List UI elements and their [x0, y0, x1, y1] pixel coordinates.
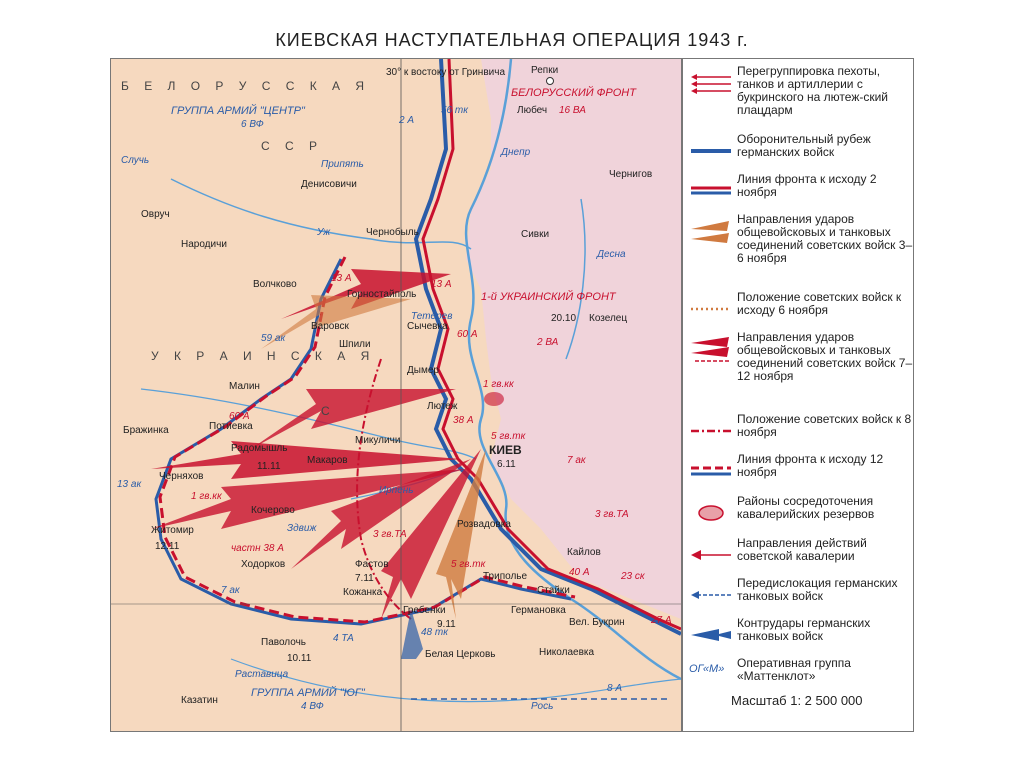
city-fastov: Фастов: [355, 559, 389, 570]
date-6-11: 6.11: [497, 459, 516, 470]
city-malin: Малин: [229, 381, 260, 392]
city-zhitomir: Житомир: [151, 525, 194, 536]
unit-4ta: 4 ТА: [333, 633, 354, 644]
city-tripolye: Триполье: [483, 571, 528, 582]
city-kocherovo: Кочерово: [251, 505, 295, 516]
map-title: КИЕВСКАЯ НАСТУПАТЕЛЬНАЯ ОПЕРАЦИЯ 1943 г.: [275, 30, 749, 50]
city-denisovichi: Денисовичи: [301, 179, 357, 190]
army-group-south: ГРУППА АРМИЙ "ЮГ": [251, 687, 365, 699]
legend-text-og-m: Оперативная группа «Маттенклот»: [737, 656, 851, 683]
river-label-sluch: Случь: [121, 155, 150, 166]
city-narodichi: Народичи: [181, 239, 227, 250]
unit-7ak-red: 7 ак: [567, 455, 586, 466]
meridian-label: 30° к востоку от Гринвича: [386, 67, 506, 78]
city-brazhinka: Бражинка: [123, 425, 169, 436]
front-1st-ukrainian: 1-й УКРАИНСКИЙ ФРОНТ: [481, 291, 616, 303]
city-dymer: Дымер: [407, 365, 439, 376]
map-scale: Масштаб 1: 2 500 000: [731, 693, 863, 708]
city-radomyshl: Радомышль: [231, 443, 288, 454]
river-label-uzh: Уж: [317, 227, 331, 238]
legend-text-cavalry-arrow: Направления действий советской кавалерии: [737, 536, 867, 563]
date-11-11: 11.11: [257, 461, 281, 472]
legend-text-front-nov12: Линия фронта к исходу 12 ноября: [737, 452, 884, 479]
unit-38a: 38 А: [453, 415, 474, 426]
unit-7ak-blue: 7 ак: [221, 585, 240, 596]
city-ovruch: Овруч: [141, 209, 170, 220]
legend-item-strike-7-12: [689, 330, 913, 391]
legend-item-pos-nov8: [689, 412, 912, 453]
region-belorussia: Б Е Л О Р У С С К А Я: [121, 79, 371, 93]
city-staiki: Стайки: [537, 585, 570, 596]
river-label-pripyat: Припять: [321, 159, 364, 170]
legend-item-german-counter: [689, 617, 909, 657]
city-kazatin: Казатин: [181, 695, 218, 706]
front-belorussian: БЕЛОРУССКИЙ ФРОНТ: [511, 87, 636, 99]
legend-text-pos-nov8: Положение советских войск к 8 ноября: [737, 412, 912, 439]
unit-56tk: 56 тк: [441, 105, 468, 116]
city-germanovka: Германовка: [511, 605, 566, 616]
city-repki-marker: [546, 77, 554, 85]
unit-48tk: 48 тк: [421, 627, 448, 638]
date-9-11: 9.11: [437, 619, 456, 630]
legend-panel: [682, 58, 914, 732]
city-belaya-tserkov: Белая Церковь: [425, 649, 496, 660]
date-10-11: 10.11: [287, 653, 312, 664]
unit-23sk: 23 ск: [621, 571, 645, 582]
legend-text-strike-7-12: Направления ударов общевойсковых и танковых соединений советских войск 7–12 ноября: [737, 330, 913, 383]
city-sychevka: Сычевка: [407, 321, 448, 332]
strike-arrows-3-6-icon: [689, 217, 733, 247]
unit-59ak: 59 ак: [261, 333, 286, 344]
city-grebenki: Гребенки: [403, 605, 446, 616]
legend-text-pos-nov6: Положение советских войск к исходу 6 ноября: [737, 290, 902, 317]
city-pavoloch: Паволочь: [261, 637, 306, 648]
city-chernyakhov: Черняхов: [159, 471, 204, 482]
city-gornostaipol: Горностайполь: [347, 289, 417, 300]
legend-item-pos-nov6: [689, 291, 909, 331]
river-label-zdvizh: Здвиж: [287, 523, 317, 534]
cavalry-arrow-icon: [689, 541, 733, 571]
legend-text-cavalry-area: Районы сосредоточения кавалерийских резервов: [737, 494, 875, 521]
city-varovsk: Варовск: [311, 321, 349, 332]
city-potievka: Потиевка: [209, 421, 253, 432]
unit-1gvkk: 1 гв.кк: [191, 491, 222, 502]
unit-2a: 2 А: [399, 115, 415, 126]
unit-16va: 16 ВА: [559, 105, 586, 116]
unit-13a: 13 А: [331, 273, 352, 284]
date-12-11: 12.11: [155, 541, 180, 552]
city-vel-bukrin: Вел. Букрин: [569, 617, 625, 628]
legend-item-front-nov2: [689, 173, 909, 213]
german-defense-line-icon: [689, 137, 733, 167]
unit-3gvta-west: 3 гв.ТА: [373, 529, 407, 540]
german-redeploy-icon: [689, 581, 733, 611]
river-label-ros: Рось: [531, 701, 554, 712]
og-m-icon: ОГ«М»: [689, 663, 725, 675]
date-7-11: 7.11: [355, 573, 374, 584]
unit-13ak: 13 ак: [117, 479, 142, 490]
legend-text-strike-3-6: Направления ударов общевойсковых и танковых соединений советских войск 3–6 ноября: [737, 212, 913, 265]
city-rozvadovka: Розвадовка: [457, 519, 511, 530]
city-nikolaevka: Николаевка: [539, 647, 595, 658]
river-label-rastavitsa: Раставица: [235, 669, 289, 680]
unit-13a-east: 13 А: [431, 279, 452, 290]
unit-40a: 40 А: [569, 567, 590, 578]
legend-item-defense: [689, 133, 909, 173]
city-chernigov: Чернигов: [609, 169, 653, 180]
regroup-arrows-icon: [689, 69, 733, 99]
position-nov6-icon: [689, 295, 733, 325]
legend-text-german-counter: Контрудары германских танковых войск: [737, 616, 871, 643]
region-ssr: С С Р: [261, 139, 324, 153]
legend-text-regroup: Перегруппировка пехоты, танков и артиллерии с букринского на лютеж-ский плацдарм: [737, 64, 888, 117]
front-line-nov2-icon: [689, 177, 733, 207]
legend-item-cavalry-area: [689, 495, 909, 535]
unit-5gvtk: 5 гв.тк: [491, 431, 526, 442]
city-lyubech: Любеч: [517, 105, 548, 116]
date-20-10: 20.10: [551, 313, 577, 324]
river-label-dnieper: Днепр: [501, 147, 531, 158]
unit-4vf: 4 ВФ: [301, 701, 324, 712]
cavalry-area-icon: [689, 499, 733, 529]
city-kozelets: Козелец: [589, 313, 628, 324]
legend-item-front-nov12: [689, 453, 909, 493]
german-counter-icon: [689, 621, 733, 651]
city-chernobyl: Чернобыль: [366, 227, 419, 238]
legend-item-cavalry-arrow: [689, 537, 909, 577]
army-group-center: ГРУППА АРМИЙ "ЦЕНТР": [171, 105, 305, 117]
cavalry-area: [484, 392, 504, 406]
strike-arrows-7-12-icon: [689, 335, 733, 365]
unit-8a: 8 А: [607, 683, 623, 694]
front-line-nov12-icon: [689, 457, 733, 487]
river-label-teterev: Тетерев: [411, 311, 453, 322]
map-canvas: [111, 59, 681, 731]
city-kailov: Кайлов: [567, 547, 601, 558]
legend-text-german-redeploy: Передислокация германских танковых войск: [737, 576, 898, 603]
city-sivki: Сивки: [521, 229, 550, 240]
city-khodorkov: Ходорков: [241, 559, 286, 570]
legend-item-strike-3-6: [689, 212, 913, 273]
unit-60a-west: 60 А: [229, 411, 250, 422]
unit-6vf: 6 ВФ: [241, 119, 264, 130]
unit-chasti-38a: частн 38 А: [231, 543, 284, 554]
unit-5gvtk-south: 5 гв.тк: [451, 559, 486, 570]
river-label-desna: Десна: [597, 249, 626, 260]
city-lyutezh: Лютеж: [427, 401, 458, 412]
legend-text-defense: Оборонительный рубеж германских войск: [737, 132, 871, 159]
river-label-irpen: Ирпень: [379, 485, 414, 496]
city-kozhanka: Кожанка: [343, 587, 383, 598]
region-ukraine: У К Р А И Н С К А Я: [151, 349, 376, 363]
city-volchkovo: Волчково: [253, 279, 297, 290]
unit-60a: 60 А: [457, 329, 478, 340]
position-nov8-icon: [689, 417, 733, 447]
legend-text-front-nov2: Линия фронта к исходу 2 ноября: [737, 172, 877, 199]
city-repki: Репки: [531, 65, 559, 76]
city-kiev: КИЕВ: [489, 443, 522, 457]
legend-item-og-m: [689, 657, 909, 697]
city-makarov: Макаров: [307, 455, 348, 466]
legend-item-regroup: [689, 64, 909, 117]
unit-27a: 27 А: [651, 615, 672, 626]
map-area: [110, 58, 682, 732]
unit-3gvta: 3 гв.ТА: [595, 509, 629, 520]
city-mikulichi: Микуличи: [355, 435, 401, 446]
unit-1gvkk-north: 1 гв.кк: [483, 379, 514, 390]
strike-arrow-60a: [251, 389, 456, 449]
unit-2va: 2 ВА: [537, 337, 559, 348]
german-counterattack: [401, 609, 423, 659]
legend-item-german-redeploy: [689, 577, 909, 617]
region-s: С: [321, 404, 336, 418]
city-shpili: Шпили: [339, 339, 371, 350]
soviet-zone: [466, 59, 681, 619]
